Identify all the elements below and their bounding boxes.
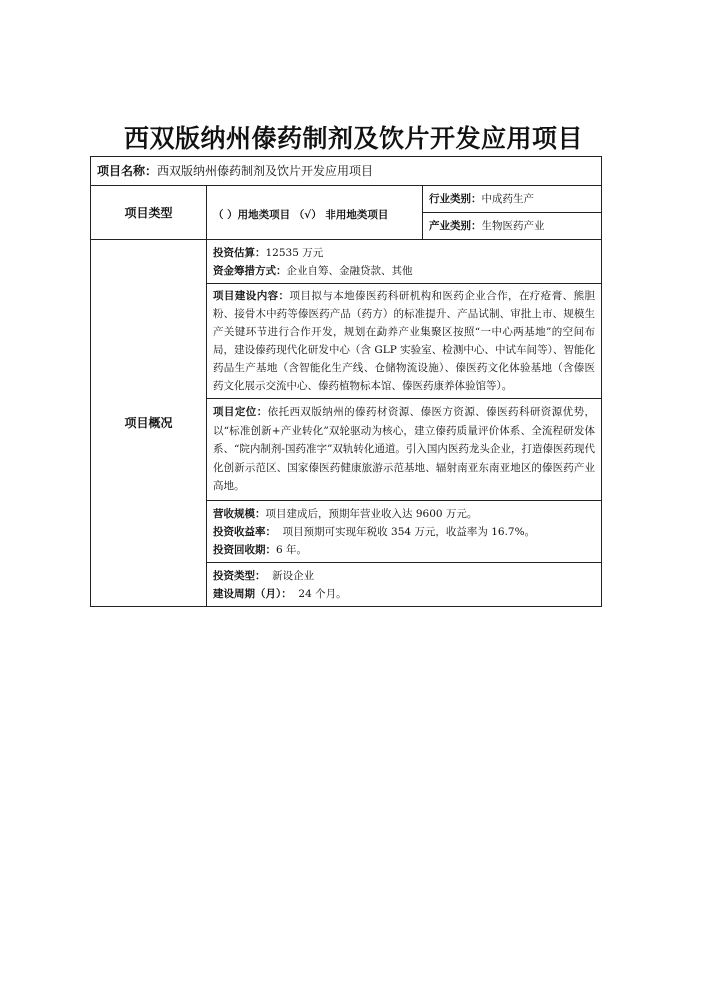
content-value: 项目拟与本地傣医药科研机构和医药企业合作，在疗疮膏、熊胆粉、接骨木中药等傣医药产品（药方）的标准提升、产品试制、审批上市、规模生产关键环节进行合作开发，规划在勐养产业集聚区按照“一中心两基地”的空间布局，建设傣药现代化研发中心（含 GLP 实验室、检测中心、中试车间等）、智能化药品生产基地（含智能化生产线、仓储物流设施）、傣医药文化体验基地（含傣医药文化展示交流中心、傣药植物标本馆、傣医药康养体验馆等）。 — [213, 290, 596, 392]
roi-value: 项目预期可实现年税收 354 万元，收益率为 16.7%。 — [276, 525, 536, 538]
funding-value: 企业自筹、金融贷款、其他 — [286, 265, 413, 277]
industry-value: 中成药生产 — [481, 193, 534, 205]
project-name-label: 项目名称： — [97, 163, 158, 178]
page-title: 西双版纳州傣药制剂及饮片开发应用项目 — [123, 124, 583, 153]
project-type-value: （ ）用地类项目 （√） 非用地类项目 — [207, 186, 423, 240]
invest-type-value: 新设企业 — [265, 569, 315, 582]
roi-label: 投资收益率： — [213, 525, 276, 538]
project-table — [90, 156, 602, 607]
revenue-value: 项目建成后，预期年营业收入达 9600 万元。 — [265, 507, 478, 520]
investment-label: 投资估算： — [213, 247, 266, 259]
content-label: 项目建设内容： — [213, 290, 290, 302]
project-name-value: 西双版纳州傣药制剂及饮片开发应用项目 — [157, 163, 374, 178]
period-label: 建设周期（月）： — [213, 587, 292, 600]
positioning-label: 项目定位： — [213, 406, 268, 418]
period-value: 24 个月。 — [291, 587, 347, 600]
overview-label: 项目概况 — [91, 240, 207, 607]
invest-type-label: 投资类型： — [213, 569, 266, 582]
payback-value: 6 年。 — [276, 543, 308, 556]
revenue-label: 营收规模： — [213, 507, 266, 520]
overview-row — [91, 240, 602, 284]
payback-label: 投资回收期： — [213, 543, 276, 556]
project-type-row — [91, 186, 602, 213]
sector-label: 产业类别： — [429, 220, 482, 232]
funding-label: 资金筹措方式： — [213, 265, 287, 277]
project-type-label: 项目类型 — [91, 186, 207, 240]
industry-label: 行业类别： — [429, 193, 482, 205]
project-name-row — [91, 157, 602, 186]
investment-value: 12535 万元 — [265, 247, 324, 259]
sector-value: 生物医药产业 — [481, 220, 545, 232]
positioning-value: 依托西双版纳州的傣药材资源、傣医方资源、傣医药科研资源优势，以“标准创新+产业转化”双轮驱动为核心，建立傣药质量评价体系、全流程研发体系、“院内制剂-国药准字”双轨转化通道。引入国内医药龙头企业，打造傣医药现代化创新示范区、国家傣医药健康旅游示范基地、辐射南亚东南亚地区的傣医药产业高地。 — [213, 406, 596, 492]
